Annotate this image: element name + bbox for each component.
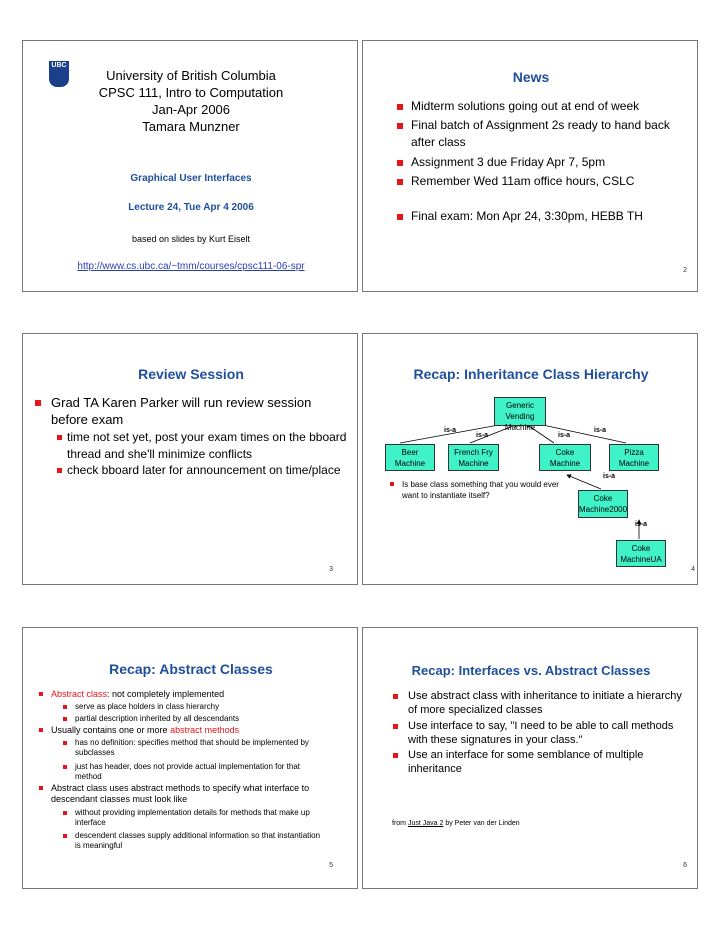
page-number: 5 [329, 862, 333, 869]
page-number: 2 [683, 267, 687, 274]
slide-5 [22, 627, 358, 889]
ubc-logo: UBC [49, 61, 69, 87]
page-number: 6 [683, 862, 687, 869]
bullet: Use interface to say, "I need to be able to call methods with these signatures in your class." [393, 719, 689, 747]
slide-6 [362, 627, 698, 889]
slide-title: Recap: Interfaces vs. Abstract Classes [411, 663, 651, 678]
bullet: Remember Wed 11am office hours, CSLC [397, 173, 687, 190]
slide-title: Review Session [138, 366, 244, 382]
bullet: Final exam: Mon Apr 24, 3:30pm, HEBB TH [397, 208, 687, 225]
bullet: Abstract class: not completely implemented [39, 689, 349, 700]
slide-title: News [512, 69, 550, 85]
sub-bullet: descendent classes supply additional information so that instantiation is meaningful [63, 831, 323, 851]
slide-1 [22, 40, 358, 292]
sub-bullet: without providing implementation details for methods that make up interface [63, 808, 323, 828]
coke-machineua-box: Coke MachineUA [616, 540, 666, 567]
slide-4 [362, 333, 698, 585]
sub-bullet: just has header, does not provide actual implementation for that method [63, 762, 325, 782]
slide-2 [362, 40, 698, 292]
beer-machine-box: Beer Machine [385, 444, 435, 471]
credit-line: based on slides by Kurt Eiselt [131, 234, 251, 244]
is-a-label: is-a [594, 427, 607, 434]
is-a-label: is-a [558, 432, 571, 439]
bullet: Final batch of Assignment 2s ready to hand back after class [397, 117, 687, 151]
university-line: University of British Columbia [106, 68, 276, 83]
bullet: Use an interface for some semblance of multiple inheritance [393, 748, 689, 776]
sub-bullet: has no definition: specifies method that should be implemented by subclasses [63, 738, 313, 758]
sub-bullet: check bboard later for announcement on time/place [57, 462, 347, 479]
generic-vending-machine-box: Generic Vending Machine [494, 397, 546, 426]
slide-title: Recap: Inheritance Class Hierarchy [413, 366, 649, 382]
author-name: Tamara Munzner [142, 119, 240, 134]
source-citation: from Just Java 2 by Peter van der Linden [392, 820, 520, 827]
coke-machine2000-box: Coke Machine2000 [578, 490, 628, 518]
lecture-topic: Graphical User Interfaces [130, 173, 252, 184]
bullet: Assignment 3 due Friday Apr 7, 5pm [397, 154, 687, 171]
course-line: CPSC 111, Intro to Computation [98, 85, 284, 100]
bullet: Usually contains one or more abstract methods [39, 725, 349, 736]
course-url-link[interactable]: http://www.cs.ubc.ca/~tmm/courses/cpsc111-06-spr [77, 261, 305, 272]
page-number: 4 [691, 566, 695, 573]
is-a-label: is-a [476, 432, 489, 439]
is-a-label: is-a [635, 521, 648, 528]
sub-bullet: serve as place holders in class hierarchy [63, 702, 343, 712]
slide-3 [22, 333, 358, 585]
term-line: Jan-Apr 2006 [151, 102, 231, 117]
slide-title: Recap: Abstract Classes [109, 661, 273, 677]
bullet: Use abstract class with inheritance to initiate a hierarchy of more specialized classes [393, 689, 689, 717]
bullet: Grad TA Karen Parker will run review session before exam [35, 394, 345, 428]
sub-bullet: partial description inherited by all descendants [63, 714, 343, 724]
page-number: 3 [329, 566, 333, 573]
sub-bullet: time not set yet, post your exam times on the bboard thread and she'll minimize conflicts [57, 429, 347, 463]
pizza-machine-box: Pizza Machine [609, 444, 659, 471]
is-a-label: is-a [444, 427, 457, 434]
bullet: Is base class something that you would ever want to instantiate itself? [390, 479, 570, 501]
french-fry-machine-box: French Fry Machine [448, 444, 499, 471]
coke-machine-box: Coke Machine [539, 444, 591, 471]
bullet: Abstract class uses abstract methods to specify what interface to descendant classes must look like [39, 783, 339, 805]
is-a-label: is-a [603, 473, 616, 480]
bullet: Midterm solutions going out at end of week [397, 98, 687, 115]
lecture-date: Lecture 24, Tue Apr 4 2006 [128, 202, 254, 213]
